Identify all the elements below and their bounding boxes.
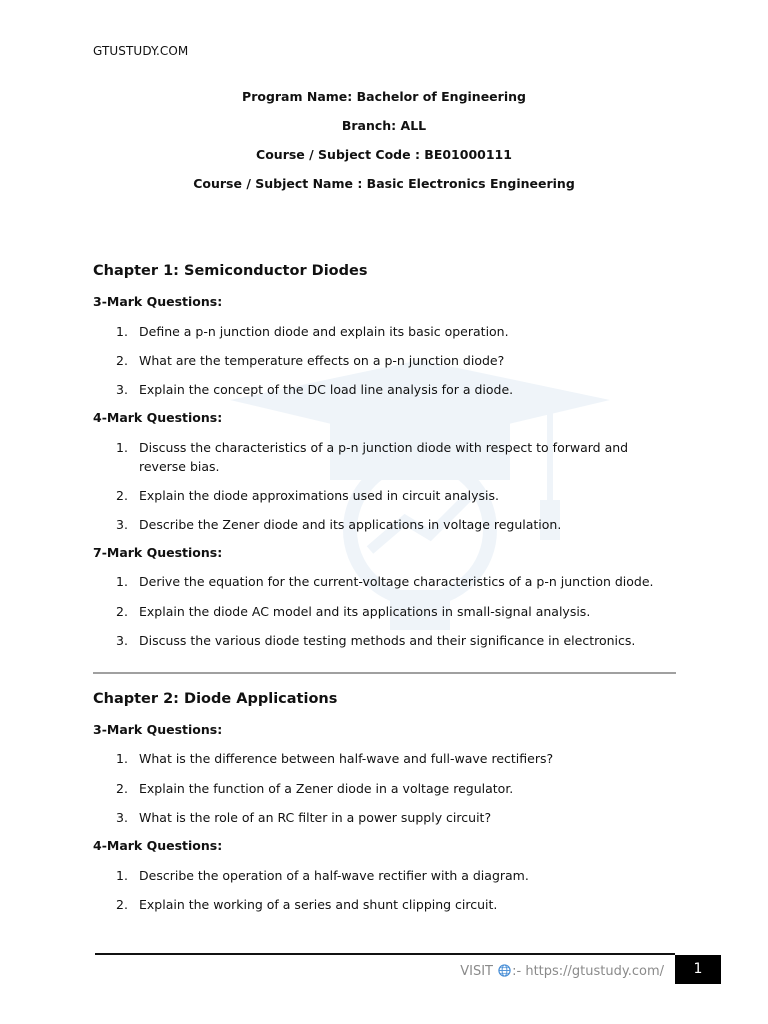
question-number: 2.: [116, 488, 128, 503]
question-text: Describe the Zener diode and its applications in voltage regulation.: [139, 517, 562, 532]
list-item: [116, 438, 636, 476]
list-item: [116, 602, 676, 621]
list-item: [116, 351, 676, 370]
question-text: Explain the concept of the DC load line analysis for a diode.: [139, 382, 514, 397]
question-number: 3.: [116, 517, 128, 532]
section-label: 3-Mark Questions:: [93, 294, 223, 309]
list-item: [116, 779, 676, 798]
question-text: What is the difference between half-wave and full-wave rectifiers?: [139, 751, 554, 766]
footer-visit-label: VISIT: [460, 964, 493, 979]
list-item: [116, 631, 676, 650]
chapter-title: Chapter 2: Diode Applications: [93, 691, 338, 707]
site-header: GTUSTUDY.COM: [93, 44, 189, 58]
question-text: What is the role of an RC filter in a power supply circuit?: [139, 810, 492, 825]
question-number: 1.: [116, 440, 128, 455]
list-item: [116, 380, 676, 399]
program-name: Program Name: Bachelor of Engineering: [242, 89, 526, 104]
question-number: 2.: [116, 781, 128, 796]
branch: Branch: ALL: [341, 118, 427, 133]
footer-visit[interactable]: [440, 964, 664, 979]
chapter-title: Chapter 1: Semiconductor Diodes: [93, 263, 368, 279]
list-item: [116, 486, 676, 505]
list-item: [116, 866, 676, 885]
question-number: 1.: [116, 324, 128, 339]
list-item: [116, 749, 676, 768]
question-text: Discuss the various diode testing methods and their significance in electronics.: [139, 633, 636, 648]
question-number: 2.: [116, 897, 128, 912]
globe-icon: [498, 964, 511, 977]
section-label: 4-Mark Questions:: [93, 838, 223, 853]
question-text: Explain the diode AC model and its applications in small-signal analysis.: [139, 604, 591, 619]
section-label: 7-Mark Questions:: [93, 545, 223, 560]
list-item: [116, 895, 676, 914]
question-text: What are the temperature effects on a p-n junction diode?: [139, 353, 505, 368]
list-item: [116, 515, 676, 534]
question-text: Explain the function of a Zener diode in a voltage regulator.: [139, 781, 514, 796]
question-number: 2.: [116, 604, 128, 619]
question-number: 1.: [116, 751, 128, 766]
list-item: [116, 808, 676, 827]
question-text: Derive the equation for the current-voltage characteristics of a p-n junction diode.: [139, 574, 654, 589]
page-number: 1: [675, 955, 721, 984]
section-label: 4-Mark Questions:: [93, 410, 223, 425]
question-text: Explain the working of a series and shunt clipping circuit.: [139, 897, 498, 912]
question-text: Discuss the characteristics of a p-n junction diode with respect to forward and reverse bias.: [139, 440, 629, 474]
question-text: Define a p-n junction diode and explain its basic operation.: [139, 324, 509, 339]
course-name: Course / Subject Name : Basic Electronics Engineering: [193, 176, 575, 191]
chapter-divider: [93, 672, 676, 674]
section-label: 3-Mark Questions:: [93, 722, 223, 737]
course-code: Course / Subject Code : BE01000111: [256, 147, 512, 162]
question-text: Describe the operation of a half-wave rectifier with a diagram.: [139, 868, 529, 883]
footer-rule: [95, 953, 675, 955]
question-number: 3.: [116, 810, 128, 825]
question-text: Explain the diode approximations used in circuit analysis.: [139, 488, 500, 503]
list-item: [116, 572, 676, 591]
list-item: [116, 322, 676, 341]
question-number: 1.: [116, 868, 128, 883]
question-number: 2.: [116, 353, 128, 368]
question-number: 3.: [116, 633, 128, 648]
footer-url[interactable]: :- https://gtustudy.com/: [512, 964, 664, 979]
question-number: 3.: [116, 382, 128, 397]
question-number: 1.: [116, 574, 128, 589]
